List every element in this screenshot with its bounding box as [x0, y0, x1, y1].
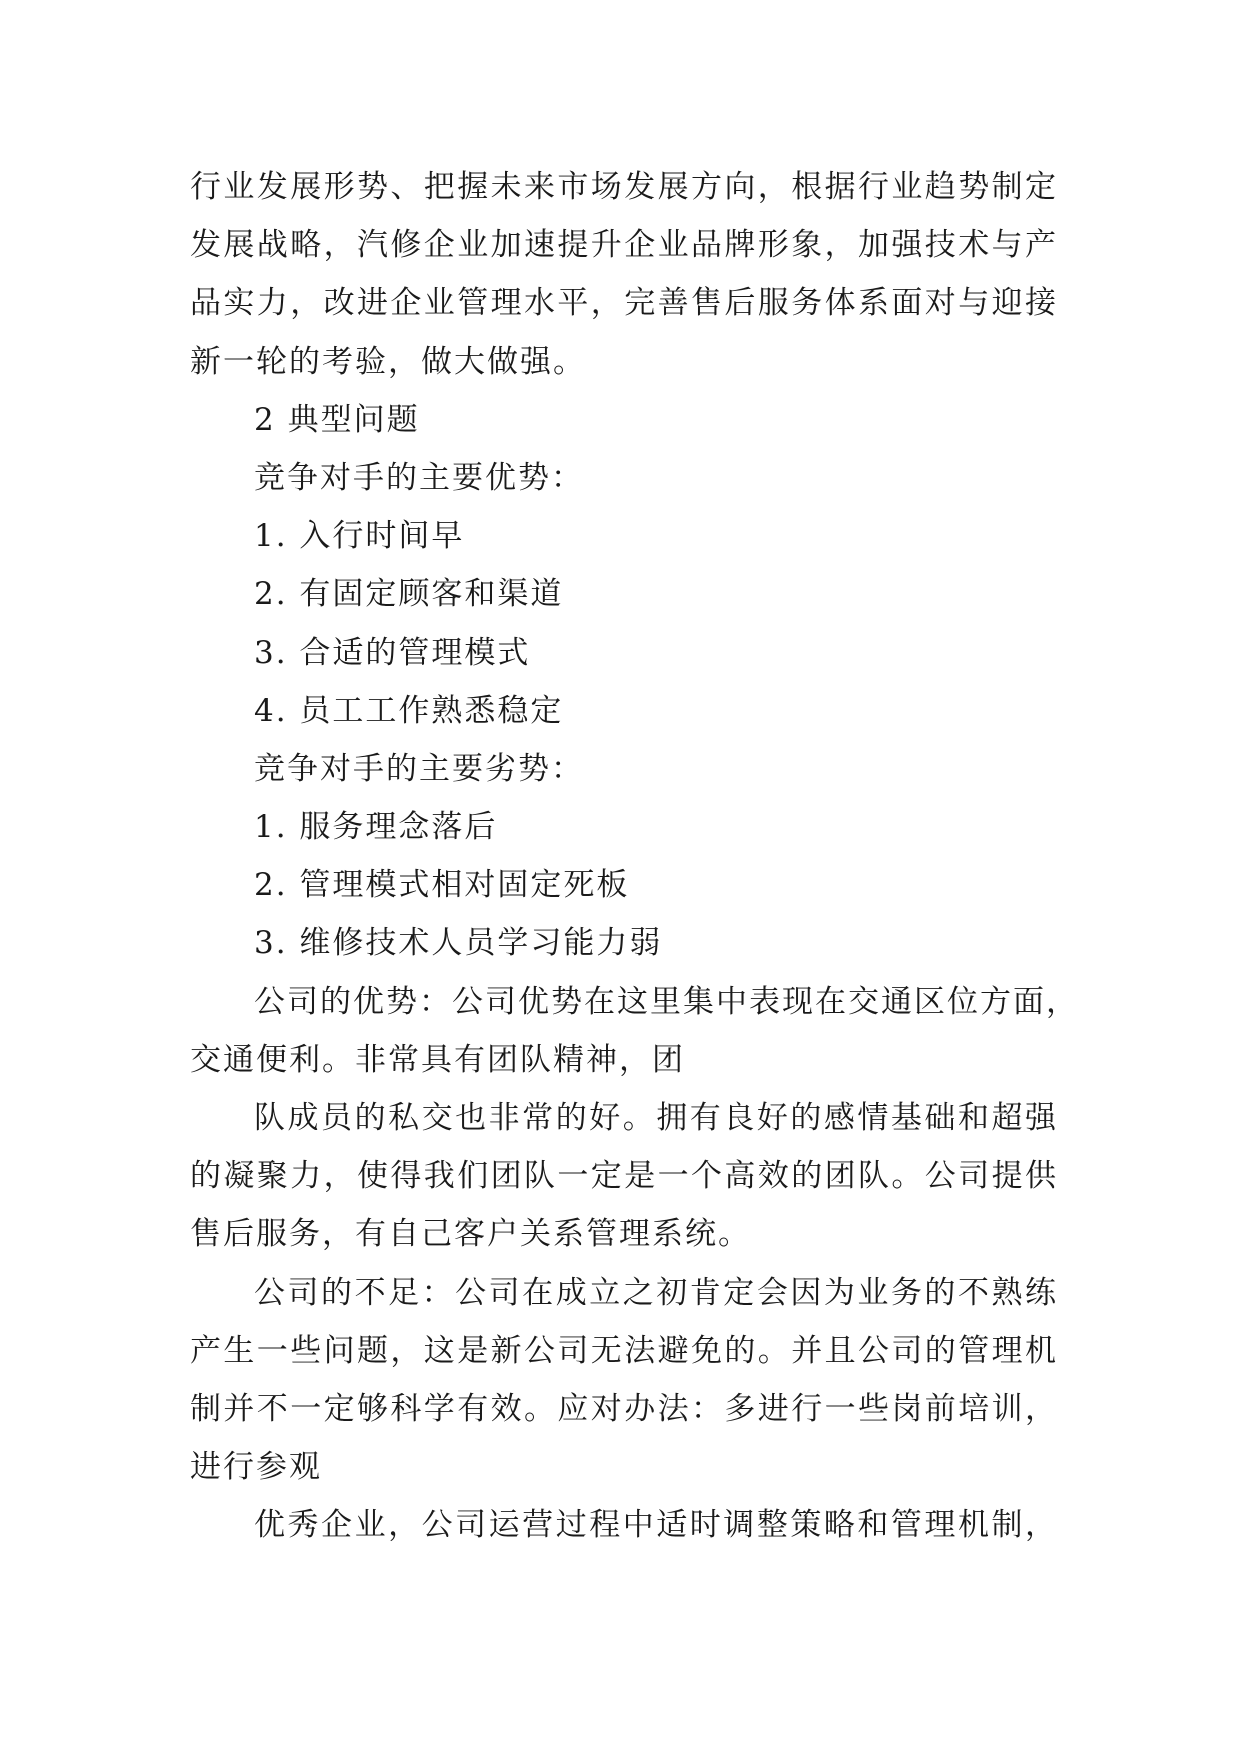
list-item: 3. 维修技术人员学习能力弱	[254, 925, 663, 962]
paragraph-line: 行业发展形势、把握未来市场发展方向，根据行业趋势制定	[190, 169, 1058, 205]
paragraph-line: 售后服务，有自己客户关系管理系统。	[190, 1216, 751, 1253]
paragraph-line: 公司的优势：公司优势在这里集中表现在交通区位方面，	[254, 983, 1079, 1020]
list-item: 2. 有固定顾客和渠道	[254, 576, 564, 613]
document-page	[190, 158, 1079, 1555]
paragraph-line: 制并不一定够科学有效。应对办法：多进行一些岗前培训，	[190, 1390, 1058, 1427]
paragraph-line: 的凝聚力，使得我们团队一定是一个高效的团队。公司提供	[190, 1158, 1058, 1195]
list-item: 3. 合适的管理模式	[254, 634, 531, 671]
list-item: 1. 入行时间早	[254, 518, 465, 555]
list-item: 2. 管理模式相对固定死板	[254, 867, 630, 904]
paragraph-line: 新一轮的考验，做大做强。	[190, 343, 586, 380]
list-item: 1. 服务理念落后	[254, 809, 498, 846]
paragraph-line: 发展战略，汽修企业加速提升企业品牌形象，加强技术与产	[190, 227, 1058, 264]
paragraph-line: 进行参观	[190, 1449, 322, 1486]
list-item: 4. 员工工作熟悉稳定	[254, 692, 564, 729]
paragraph-line: 交通便利。非常具有团队精神，团	[190, 1041, 685, 1078]
section-heading: 2 典型问题	[254, 401, 420, 438]
paragraph-line: 品实力，改进企业管理水平，完善售后服务体系面对与迎接	[190, 285, 1058, 322]
paragraph-line: 公司的不足：公司在成立之初肯定会因为业务的不熟练	[254, 1274, 1058, 1311]
paragraph-line: 队成员的私交也非常的好。拥有良好的感情基础和超强	[254, 1100, 1058, 1136]
subheading-advantages: 竞争对手的主要优势：	[254, 459, 584, 496]
paragraph-line: 产生一些问题，这是新公司无法避免的。并且公司的管理机	[190, 1332, 1058, 1369]
paragraph-line: 优秀企业，公司运营过程中适时调整策略和管理机制，	[254, 1507, 1058, 1544]
subheading-disadvantages: 竞争对手的主要劣势：	[254, 750, 584, 787]
